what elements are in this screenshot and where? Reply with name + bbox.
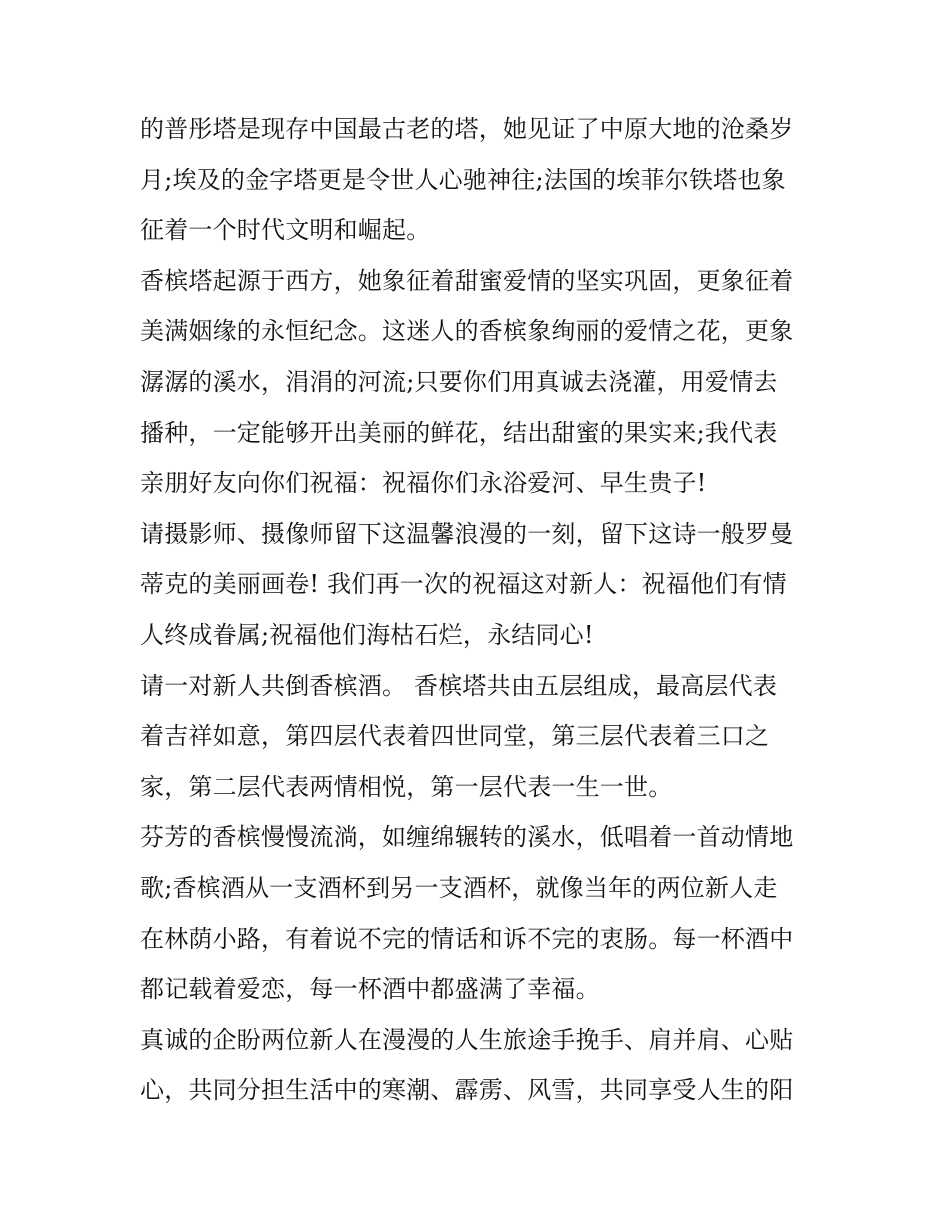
text-line: 潺潺的溪水，涓涓的河流;只要你们用真诚去浇灌，用爱情去	[140, 367, 778, 396]
text-line: 都记载着爱恋，每一杯酒中都盛满了幸福。	[140, 975, 600, 1004]
text-line: 香槟塔起源于西方，她象征着甜蜜爱情的坚实巩固，更象征着	[140, 266, 794, 295]
text-line: 芬芳的香槟慢慢流淌，如缠绵辗转的溪水，低唱着一首动情地	[140, 823, 794, 852]
text-line: 真诚的企盼两位新人在漫漫的人生旅途手挽手、肩并肩、心贴	[140, 1025, 794, 1054]
text-line: 播种，一定能够开出美丽的鲜花，结出甜蜜的果实来;我代表	[140, 418, 778, 447]
text-line: 人终成眷属;祝福他们海枯石烂，永结同心!	[140, 620, 594, 649]
text-line: 请摄影师、摄像师留下这温馨浪漫的一刻，留下这诗一般罗曼	[140, 519, 794, 548]
text-line: 月;埃及的金字塔更是令世人心驰神往;法国的埃菲尔铁塔也象	[140, 165, 786, 194]
text-line: 美满姻缘的永恒纪念。这迷人的香槟象绚丽的爱情之花，更象	[140, 317, 794, 346]
text-line: 歌;香槟酒从一支酒杯到另一支酒杯，就像当年的两位新人走	[140, 873, 778, 902]
text-line: 请一对新人共倒香槟酒。 香槟塔共由五层组成，最高层代表	[140, 671, 778, 700]
text-line: 着吉祥如意，第四层代表着四世同堂，第三层代表着三口之	[140, 722, 770, 751]
document-body	[140, 104, 820, 1116]
text-line: 心，共同分担生活中的寒潮、霹雳、风雪，共同享受人生的阳	[140, 1076, 794, 1105]
text-line: 征着一个时代文明和崛起。	[140, 216, 431, 245]
text-line: 的普彤塔是现存中国最古老的塔，她见证了中原大地的沧桑岁	[140, 115, 794, 143]
text-line: 在林荫小路，有着说不完的情话和诉不完的衷肠。每一杯酒中	[140, 924, 794, 953]
text-line: 亲朋好友向你们祝福：祝福你们永浴爱河、早生贵子!	[140, 469, 707, 498]
text-line: 家，第二层代表两情相悦，第一层代表一生一世。	[140, 772, 673, 801]
text-line: 蒂克的美丽画卷! 我们再一次的祝福这对新人：祝福他们有情	[140, 570, 787, 599]
